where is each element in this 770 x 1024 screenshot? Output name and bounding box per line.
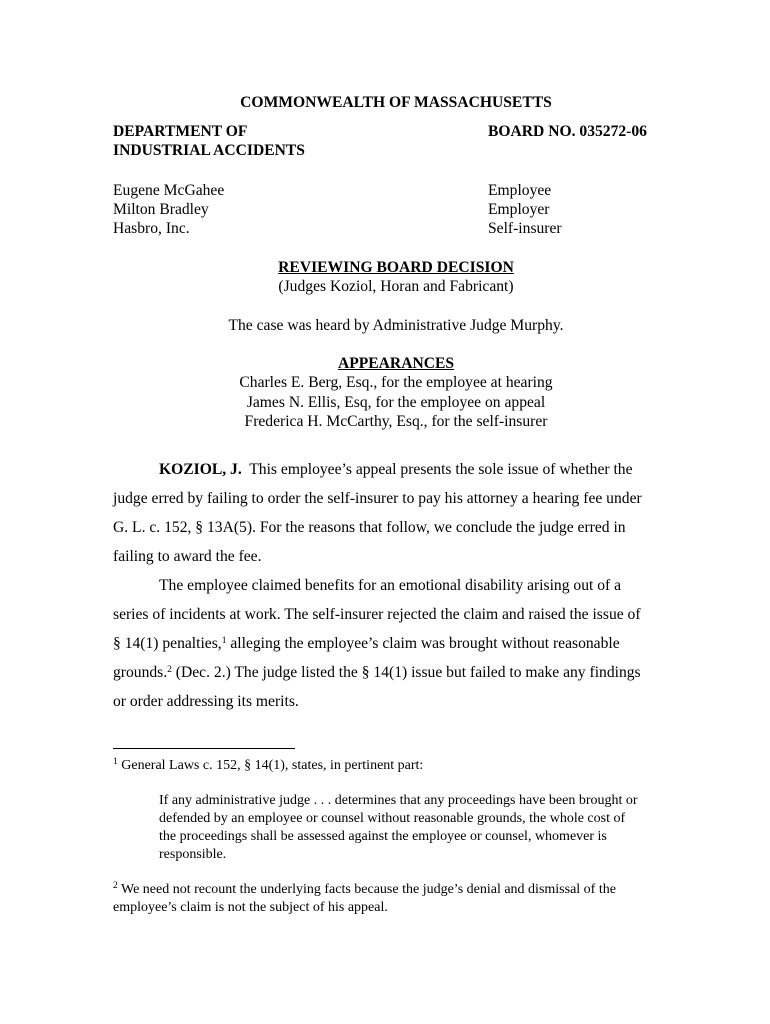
appearance-line: Frederica H. McCarthy, Esq., for the self-insurer [244, 413, 548, 430]
footnote-quote-line: responsible. [159, 847, 227, 862]
body-line: § 14(1) penalties,$^1$ alleging the employee’s claim was brought without reasonable [113, 635, 620, 652]
decision-title: REVIEWING BOARD DECISION [278, 259, 514, 276]
party-role: Employee [488, 182, 552, 199]
opinion-author: KOZIOL, J. [159, 461, 242, 478]
footnote-separator [113, 748, 295, 749]
footnote-1: $^1$ General Laws c. 152, § 14(1), states, in pertinent part: [113, 757, 424, 773]
appearance-line: Charles E. Berg, Esq., for the employee at hearing [239, 374, 553, 391]
body-line: failing to award the fee. [113, 548, 262, 565]
footnote-mark-1: 1 [113, 757, 118, 767]
body-line: grounds.$^2$ (Dec. 2.) The judge listed the § 14(1) issue but failed to make any findings [113, 664, 641, 681]
party-role: Employer [488, 201, 550, 218]
body-line: The employee claimed benefits for an emotional disability arising out of a [159, 577, 622, 594]
party-name: Hasbro, Inc. [113, 220, 190, 237]
party-name: Eugene McGahee [113, 182, 225, 199]
body-line: KOZIOL, J. This employee’s appeal presents the sole issue of whether the [159, 461, 633, 478]
footnote-quote-line: If any administrative judge . . . determines that any proceedings have been brought or [159, 793, 638, 808]
board-number: BOARD NO. 035272-06 [488, 123, 647, 140]
appearance-line: James N. Ellis, Esq, for the employee on appeal [246, 394, 546, 411]
body-line: judge erred by failing to order the self-insurer to pay his attorney a hearing fee under [113, 490, 642, 507]
body-line: G. L. c. 152, § 13A(5). For the reasons that follow, we conclude the judge erred in [113, 519, 626, 536]
body-line: series of incidents at work. The self-insurer rejected the claim and raised the issue of [113, 606, 641, 623]
commonwealth-heading: COMMONWEALTH OF MASSACHUSETTS [240, 94, 552, 111]
footnote-2-line: employee’s claim is not the subject of his appeal. [113, 900, 388, 915]
footnote-ref-1[interactable]: 1 [221, 636, 227, 646]
department-line-2: INDUSTRIAL ACCIDENTS [113, 142, 305, 159]
footnote-quote-line: defended by an employee or counsel without reasonable grounds, the whole cost of [159, 811, 626, 826]
footnote-quote-line: the proceedings shall be assessed against the employee or counsel, whomever is [159, 829, 607, 844]
department-line-1: DEPARTMENT OF [113, 123, 248, 140]
body-line: or order addressing its merits. [113, 693, 299, 710]
party-role: Self-insurer [488, 220, 562, 237]
heard-by-line: The case was heard by Administrative Judge Murphy. [228, 317, 564, 334]
panel-judges: (Judges Koziol, Horan and Fabricant) [278, 278, 514, 295]
footnote-2: $^2$ We need not recount the underlying facts because the judge’s denial and dismissal of the [113, 881, 616, 897]
party-name: Milton Bradley [113, 201, 209, 218]
appearances-title: APPEARANCES [337, 355, 455, 372]
footnote-mark-2: 2 [113, 881, 118, 891]
footnote-ref-2[interactable]: 2 [167, 665, 172, 675]
